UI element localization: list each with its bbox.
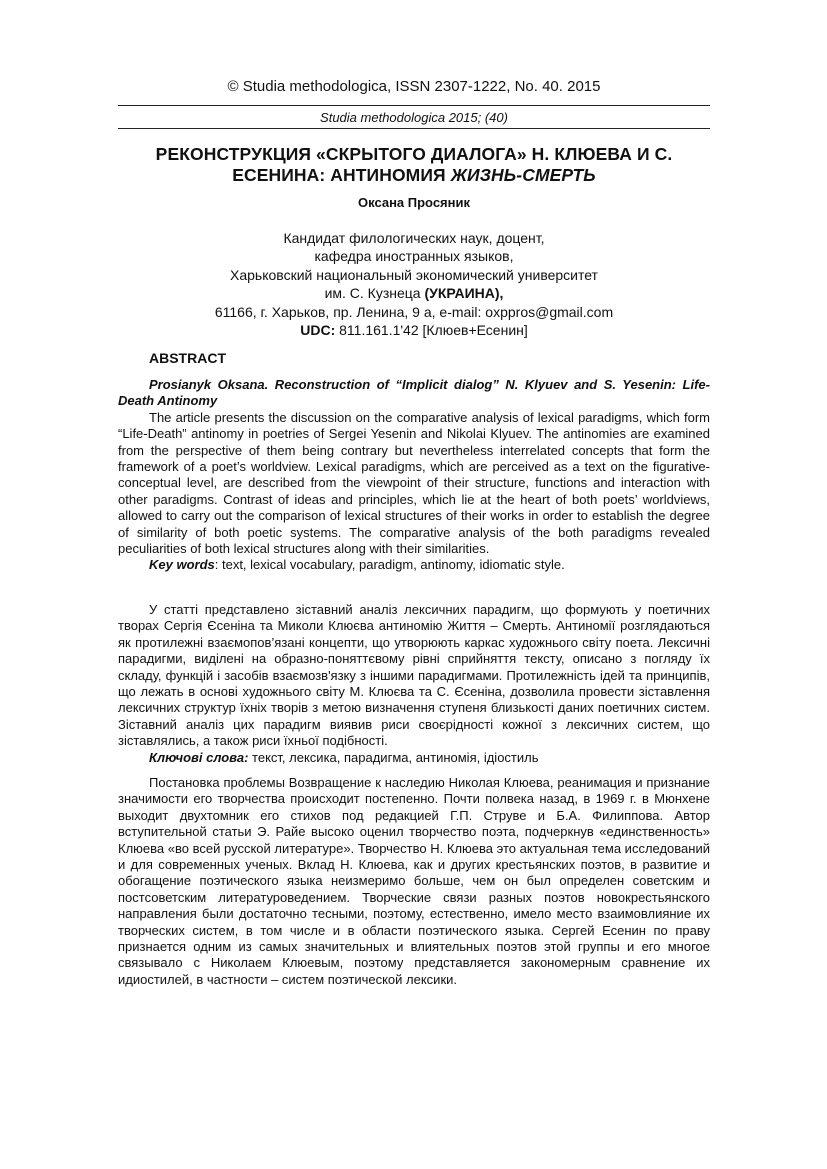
udc-line: [118, 321, 710, 339]
affiliation-degree: Кандидат филологических наук, доцент,: [283, 230, 545, 246]
udc-value: 811.161.1'42 [Клюев+Есенин]: [335, 322, 528, 339]
abstract-section: [118, 377, 710, 574]
affiliation-country: (УКРАИНА),: [424, 285, 504, 302]
journal-citation: © Studia methodologica, ISSN 2307-1222, No. 40. 2015: [227, 78, 601, 95]
affiliation-named-after: [118, 284, 710, 302]
affiliation-address: 61166, г. Харьков, пр. Ленина, 9 а, e-mail: oxppros@gmail.com: [214, 303, 614, 320]
keywords-label: Key words: [149, 557, 215, 573]
abstract-keywords: [118, 557, 710, 573]
article-title: [118, 144, 710, 186]
udc-label: UDC:: [300, 322, 336, 339]
ukrainian-summary: [118, 602, 710, 766]
affiliation-named-text: им. С. Кузнеца: [324, 285, 425, 302]
header-rule-top: [118, 105, 710, 106]
keywords-value: : text, lexical vocabulary, paradigm, antinomy, idiomatic style.: [214, 557, 565, 573]
ukrainian-summary-body: У статті представлено зіставний аналіз лексичних парадигм, що формують у поетичних творах Сергія Єсеніна та Миколи Клюєва антиномію Життя – Смерть. Антиномії розглядаються як протилежні взаємопов’язані концепти, що утворюють каркас художнього світу поета. Лексичні парадигми, виділені на образно-поняттєвому рівні сприйняття тексту, описано з погляду їх складу, функцій і засобів взаємозв'язку з іншими парадигмами. Протилежність ідей та принципів, що лежать в основі художнього світу М. Клюєва та С. Єсеніна, дозволила провести зіставлення лексичних структур їхніх творів з метою визначення ступеня близькості даних поетичних систем. Зіставний аналіз цих парадигм виявив риси своєрідності кожної з лексичних систем, що зіставлялись, а також риси їхньої подібності.: [118, 602, 710, 749]
header-rule-bottom: [118, 128, 710, 129]
abstract-heading: ABSTRACT: [149, 350, 226, 366]
introduction-body: Постановка проблемы Возвращение к наследию Николая Клюева, реанимация и признание значимости его творчества происходит постепенно. Почти полвека назад, в 1969 г. в Мюнхене выходит двухтомник его стихов под редакцией Г.П. Струве и Б.А. Филиппова. Автор вступительной статьи Э. Райе высоко оценил творчество поэта, подчеркнув «единственность» Клюева «во всей русской литературе». Творчество Н. Клюева это актуальная тема исследований и для современных ученых. Вклад Н. Клюева, как и других крестьянских поэтов, в развитие и обогащение поэтического языка неизмеримо больше, чем он был определен советским и постсоветским литературоведением. Творческие связи разных поэтов новокрестьянского направления были достаточно тесными, поэтому, естественно, имело место взаимовлияние их творческих систем, в том числе и в области поэтического языка. Сергей Есенин по праву признается одним из самых значительных и влиятельных поэтов этой группы и его многое связывало с Николаем Клюевым, поэтому представляется закономерным сравнение их идиостилей, в частности – систем поэтической лексики.: [118, 775, 710, 987]
issue-line: Studia methodologica 2015; (40): [320, 110, 508, 125]
ukrainian-keywords: [118, 750, 710, 766]
introduction-section: [118, 775, 710, 988]
title-italic: ЖИЗНЬ-СМЕРТЬ: [450, 165, 596, 185]
title-main: РЕКОНСТРУКЦИЯ «СКРЫТОГО ДИАЛОГА» Н. КЛЮЕВА И С. ЕСЕНИНА: АНТИНОМИЯ: [155, 144, 673, 185]
ukrainian-keywords-value: текст, лексика, парадигма, антиномія, ідіостиль: [248, 749, 539, 765]
abstract-citation: Prosianyk Oksana. Reconstruction of “Implicit dialog” N. Klyuev and S. Yesenin: Life-Death Antinomy: [118, 377, 710, 409]
affiliation-university: Харьковский национальный экономический университет: [230, 266, 598, 283]
affiliation-department: кафедра иностранных языков,: [314, 248, 514, 265]
ukrainian-keywords-label: Ключові слова:: [149, 749, 249, 765]
author-name: Оксана Просяник: [358, 195, 470, 210]
abstract-body: The article presents the discussion on the comparative analysis of lexical paradigms, which form “Life-Death” antinomy in poetries of Sergei Yesenin and Nikolai Klyuev. The antinomies are examined from the perspective of them being contrary but nevertheless interrelated concepts that form the framework of a poet’s worldview. Lexical paradigms, which are perceived as a text on the figurative-conceptual level, are described from the viewpoint of their structure, functions and interaction with other paradigms. Contrast of ideas and principles, which lie at the heart of both poets’ worldviews, allowed to carry out the comparison of lexical structures of their works in order to establish the degree of similarity of both poetic systems. The comparative analysis of the both paradigms revealed peculiarities of both lexical structures along with their similarities.: [118, 409, 710, 557]
author-affiliation: [118, 229, 710, 339]
